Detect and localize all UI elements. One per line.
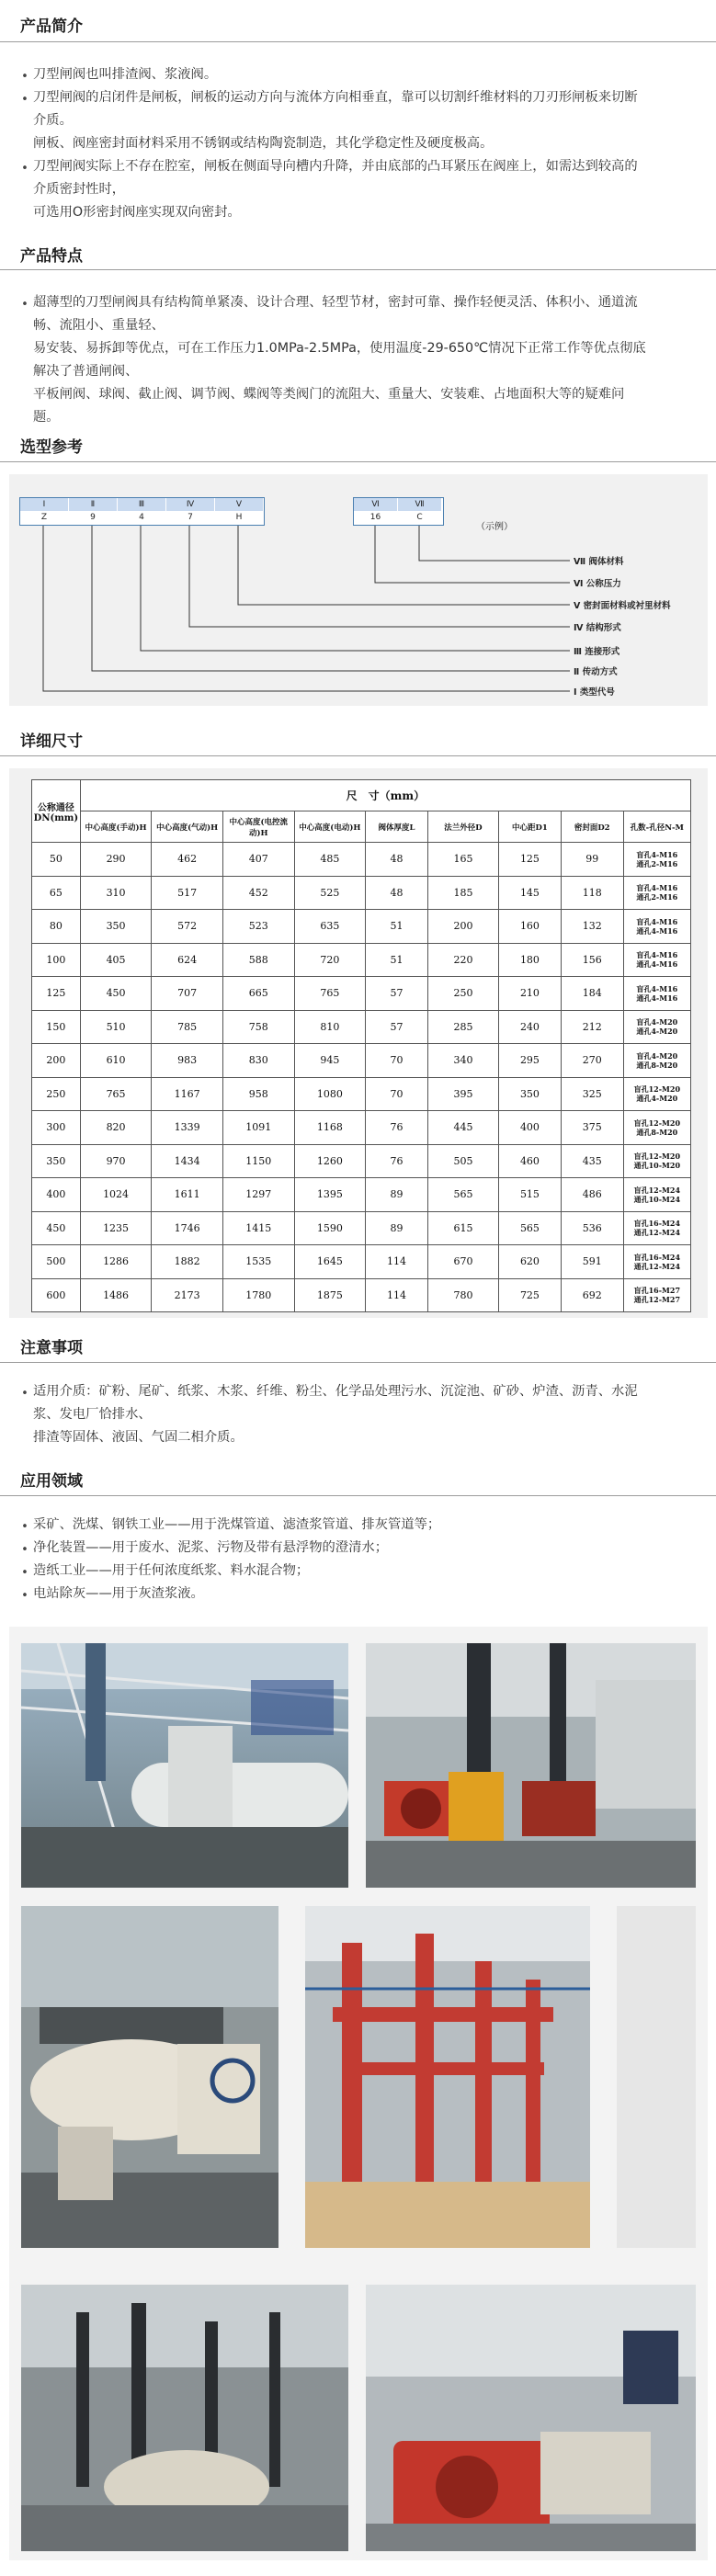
table-cell: 132	[561, 910, 623, 944]
table-cell: 810	[294, 1010, 366, 1044]
table-cell: 2173	[152, 1278, 223, 1312]
table-cell: 1091	[222, 1111, 294, 1145]
table-cell: 400	[32, 1178, 81, 1212]
table-cell: 485	[294, 843, 366, 877]
applications-bullet-dot: •	[21, 1520, 28, 1534]
applications-bullet-dot: •	[21, 1543, 28, 1557]
notes-text-line: 浆、发电厂恰排水、	[33, 1407, 152, 1422]
photo-red-motor-pump-image	[366, 2285, 696, 2551]
hole-through: 通孔12-M24	[633, 1261, 681, 1271]
hole-blind: 盲孔4-M16	[636, 883, 678, 893]
legend-item: Ⅰ 类型代号	[574, 687, 615, 698]
table-row	[32, 1211, 691, 1245]
table-cell: 670	[427, 1245, 498, 1279]
hole-cell	[623, 1211, 690, 1245]
notes-bullet-dot: •	[21, 1387, 28, 1401]
table-cell: 185	[427, 876, 498, 910]
table-cell: 70	[366, 1044, 428, 1078]
table-row	[32, 977, 691, 1011]
table-cell: 1434	[152, 1144, 223, 1178]
notes-text-line: 排渣等固体、液固、气固二相介质。	[33, 1430, 244, 1445]
table-cell: 89	[366, 1178, 428, 1212]
table-cell: 624	[152, 943, 223, 977]
table-row	[32, 1278, 691, 1312]
table-cell: 525	[294, 876, 366, 910]
table-cell: 395	[427, 1077, 498, 1111]
photo-motor-pipes	[21, 2285, 348, 2551]
code-header-cell: Ⅳ	[166, 498, 214, 511]
intro-text-line: 刀型闸阀的启闭件是闸板，闸板的运动方向与流体方向相垂直，靠可以切割纤维材料的刀刃形闸板来切断	[33, 90, 638, 105]
hole-cell	[623, 1044, 690, 1078]
features-text-line: 题。	[33, 410, 60, 425]
intro-bullet-dot: •	[21, 70, 28, 84]
intro-text-line: 可选用O形密封阀座实现双向密封。	[33, 205, 241, 220]
table-cell: 184	[561, 977, 623, 1011]
hole-through: 通孔4-M16	[636, 993, 678, 1003]
hole-blind: 盲孔12-M20	[633, 1084, 681, 1095]
table-cell: 588	[222, 943, 294, 977]
table-cell: 565	[499, 1211, 562, 1245]
table-cell: 99	[561, 843, 623, 877]
size-rows	[32, 843, 691, 1312]
code-header-cell: Ⅱ	[69, 498, 117, 511]
applications-text-line: 采矿、洗煤、钢铁工业——用于洗煤管道、滤渣浆管道、排灰管道等；	[33, 1517, 441, 1532]
table-cell: 610	[80, 1044, 152, 1078]
header-dn	[32, 780, 81, 843]
applications-text-line: 电站除灰——用于灰渣浆液。	[33, 1586, 204, 1601]
table-cell: 780	[427, 1278, 498, 1312]
intro-text-line: 刀型闸阀也叫排渣阀、浆液阀。	[33, 67, 218, 82]
notes-title: 注意事项	[20, 1339, 83, 1357]
table-cell: 945	[294, 1044, 366, 1078]
hole-cell	[623, 1144, 690, 1178]
hole-through: 通孔8-M20	[636, 1127, 678, 1137]
table-cell: 1168	[294, 1111, 366, 1145]
applications-text-line: 净化装置——用于废水、泥浆、污物及带有悬浮物的澄清水；	[33, 1540, 389, 1555]
table-cell: 515	[499, 1178, 562, 1212]
table-row	[32, 1245, 691, 1279]
table-cell: 1486	[80, 1278, 152, 1312]
table-cell: 1339	[152, 1111, 223, 1145]
column-header: 法兰外径D	[427, 811, 498, 843]
table-cell: 300	[32, 1111, 81, 1145]
photo-red-motor-pump	[366, 2285, 696, 2551]
table-cell: 565	[427, 1178, 498, 1212]
code-header-cell: Ⅰ	[20, 498, 68, 511]
table-cell: 125	[499, 843, 562, 877]
table-cell: 692	[561, 1278, 623, 1312]
selection-panel	[9, 474, 708, 706]
header-dn-label: 公称通径	[37, 802, 74, 813]
table-cell: 765	[294, 977, 366, 1011]
table-cell: 720	[294, 943, 366, 977]
legend-item: Ⅲ 连接形式	[574, 647, 620, 657]
column-header: 阀体厚度L	[366, 811, 428, 843]
table-cell: 830	[222, 1044, 294, 1078]
code-header-cell: Ⅶ	[398, 498, 441, 511]
table-cell: 114	[366, 1278, 428, 1312]
table-row	[32, 943, 691, 977]
hole-blind: 盲孔12-M20	[633, 1118, 681, 1128]
hole-blind: 盲孔12-M20	[633, 1152, 681, 1162]
photo-red-pipes-hall	[305, 1906, 590, 2248]
table-cell: 1645	[294, 1245, 366, 1279]
table-row	[32, 843, 691, 877]
table-cell: 450	[80, 977, 152, 1011]
notes-divider	[0, 1362, 716, 1363]
table-cell: 80	[32, 910, 81, 944]
table-cell: 435	[561, 1144, 623, 1178]
table-cell: 340	[427, 1044, 498, 1078]
column-headers	[32, 811, 691, 843]
table-cell: 65	[32, 876, 81, 910]
hole-blind: 盲孔16-M27	[633, 1286, 681, 1296]
hole-cell	[623, 876, 690, 910]
table-cell: 500	[32, 1245, 81, 1279]
column-header: 中心高度(电控流动)H	[222, 811, 294, 843]
table-cell: 450	[32, 1211, 81, 1245]
table-row	[32, 1044, 691, 1078]
hole-through: 通孔2-M16	[636, 858, 678, 868]
legend-item: Ⅳ 结构形式	[574, 623, 621, 633]
table-cell: 240	[499, 1010, 562, 1044]
table-cell: 407	[222, 843, 294, 877]
hole-through: 通孔4-M16	[636, 959, 678, 970]
hole-through: 通孔10-M24	[633, 1194, 681, 1204]
table-cell: 150	[32, 1010, 81, 1044]
table-cell: 1535	[222, 1245, 294, 1279]
table-cell: 1780	[222, 1278, 294, 1312]
hole-through: 通孔4-M16	[636, 925, 678, 936]
table-cell: 620	[499, 1245, 562, 1279]
table-cell: 48	[366, 876, 428, 910]
table-cell: 983	[152, 1044, 223, 1078]
features-text-line: 解决了普通闸阀、	[33, 364, 139, 379]
code-value-cell: 7	[188, 513, 193, 522]
photo-white-pipe-machine	[21, 1906, 278, 2248]
table-row	[32, 1077, 691, 1111]
table-cell: 57	[366, 977, 428, 1011]
applications-bullet-dot: •	[21, 1566, 28, 1580]
table-cell: 1286	[80, 1245, 152, 1279]
example-label: （示例）	[476, 522, 513, 532]
table-cell: 1297	[222, 1178, 294, 1212]
features-text-line: 平板闸阀、球阀、截止阀、调节阀、蝶阀等类阀门的流阻大、重量大、安装难、占地面积大等的疑难问	[33, 387, 625, 402]
hole-blind: 盲孔4-M16	[636, 983, 678, 993]
table-cell: 517	[152, 876, 223, 910]
table-cell: 1875	[294, 1278, 366, 1312]
hole-cell	[623, 843, 690, 877]
table-cell: 57	[366, 1010, 428, 1044]
table-cell: 1415	[222, 1211, 294, 1245]
column-header: 中心高度(电动)H	[294, 811, 366, 843]
features-text-line: 超薄型的刀型闸阀具有结构简单紧凑、设计合理、轻型节材，密封可靠、操作轻便灵活、体积小、通道流	[33, 295, 638, 310]
table-cell: 220	[427, 943, 498, 977]
photo-plant-white-pipes	[21, 1643, 348, 1888]
column-header: 中心高度(手动)H	[80, 811, 152, 843]
table-cell: 350	[499, 1077, 562, 1111]
photo-motor-pipes-image	[21, 2285, 348, 2551]
table-cell: 1590	[294, 1211, 366, 1245]
photo-white-pipe-machine-image	[21, 1906, 278, 2248]
photo-plant-white-pipes-image	[21, 1643, 348, 1888]
table-cell: 156	[561, 943, 623, 977]
table-row	[32, 910, 691, 944]
hole-blind: 盲孔4-M16	[636, 950, 678, 960]
table-cell: 400	[499, 1111, 562, 1145]
table-cell: 572	[152, 910, 223, 944]
table-cell: 405	[80, 943, 152, 977]
table-cell: 1235	[80, 1211, 152, 1245]
legend-item: Ⅱ 传动方式	[574, 667, 618, 677]
table-cell: 758	[222, 1010, 294, 1044]
code-box-right	[353, 497, 444, 526]
photo-grey-placeholder	[617, 1906, 696, 2248]
table-cell: 114	[366, 1245, 428, 1279]
table-cell: 635	[294, 910, 366, 944]
table-cell: 725	[499, 1278, 562, 1312]
code-header-cell: Ⅴ	[215, 498, 263, 511]
table-cell: 125	[32, 977, 81, 1011]
intro-bullet-dot: •	[21, 162, 28, 176]
hole-cell	[623, 1278, 690, 1312]
table-cell: 1746	[152, 1211, 223, 1245]
table-cell: 118	[561, 876, 623, 910]
code-box-left	[19, 497, 265, 526]
table-cell: 50	[32, 843, 81, 877]
table-cell: 1080	[294, 1077, 366, 1111]
legend-item: Ⅶ 阀体材料	[574, 557, 624, 567]
photo-red-pipes-hall-image	[305, 1906, 590, 2248]
selection-divider	[0, 461, 716, 462]
table-cell: 1260	[294, 1144, 366, 1178]
column-header: 密封面D2	[561, 811, 623, 843]
table-cell: 460	[499, 1144, 562, 1178]
table-cell: 200	[32, 1044, 81, 1078]
hole-cell	[623, 977, 690, 1011]
hole-blind: 盲孔4-M16	[636, 849, 678, 859]
table-cell: 820	[80, 1111, 152, 1145]
legend-item: Ⅵ 公称压力	[574, 579, 621, 589]
applications-bullet-dot: •	[21, 1589, 28, 1603]
table-cell: 310	[80, 876, 152, 910]
column-header: 中心高度(气动)H	[152, 811, 223, 843]
table-cell: 200	[427, 910, 498, 944]
table-cell: 785	[152, 1010, 223, 1044]
hole-cell	[623, 1077, 690, 1111]
intro-divider	[0, 41, 716, 42]
table-cell: 48	[366, 843, 428, 877]
code-value-cell: 4	[139, 513, 144, 522]
dimensions-divider	[0, 755, 716, 756]
table-cell: 591	[561, 1245, 623, 1279]
table-cell: 505	[427, 1144, 498, 1178]
hole-through: 通孔12-M24	[633, 1228, 681, 1238]
table-cell: 523	[222, 910, 294, 944]
table-cell: 145	[499, 876, 562, 910]
table-row	[32, 876, 691, 910]
hole-blind: 盲孔4-M20	[636, 1050, 678, 1061]
applications-divider	[0, 1495, 716, 1496]
code-value-cell: 16	[369, 513, 381, 522]
code-header-cell: Ⅵ	[354, 498, 397, 511]
hole-blind: 盲孔4-M16	[636, 916, 678, 926]
intro-title: 产品简介	[20, 17, 83, 36]
table-cell: 350	[32, 1144, 81, 1178]
features-text-line: 畅、流阻小、重量轻、	[33, 318, 165, 333]
table-row	[32, 1111, 691, 1145]
intro-text-line: 刀型闸阀实际上不存在腔室，闸板在侧面导向槽内升降，并由底部的凸耳紧压在阀座上，如需达到较高的	[33, 159, 638, 174]
legend-item: Ⅴ 密封面材料或衬里材料	[574, 601, 671, 611]
hole-cell	[623, 910, 690, 944]
hole-blind: 盲孔16-M24	[633, 1252, 681, 1262]
table-cell: 270	[561, 1044, 623, 1078]
code-header-cell: Ⅲ	[118, 498, 165, 511]
table-row	[32, 1144, 691, 1178]
table-row	[32, 1010, 691, 1044]
header-size: 尺 寸（mm）	[80, 780, 690, 811]
table-cell: 452	[222, 876, 294, 910]
hole-cell	[623, 1010, 690, 1044]
hole-blind: 盲孔12-M24	[633, 1185, 681, 1195]
table-cell: 445	[427, 1111, 498, 1145]
hole-through: 通孔2-M16	[636, 892, 678, 902]
column-header: 中心距D1	[499, 811, 562, 843]
hole-cell	[623, 1111, 690, 1145]
table-cell: 536	[561, 1211, 623, 1245]
table-cell: 51	[366, 910, 428, 944]
hole-cell	[623, 943, 690, 977]
table-cell: 486	[561, 1178, 623, 1212]
features-title: 产品特点	[20, 247, 83, 266]
intro-text-line: 闸板、阀座密封面材料采用不锈钢或结构陶瓷制造，其化学稳定性及硬度极高。	[33, 136, 494, 151]
hole-cell	[623, 1245, 690, 1279]
table-cell: 600	[32, 1278, 81, 1312]
table-cell: 1882	[152, 1245, 223, 1279]
selection-title: 选型参考	[20, 438, 83, 457]
table-cell: 250	[427, 977, 498, 1011]
table-cell: 76	[366, 1111, 428, 1145]
hole-blind: 盲孔4-M20	[636, 1017, 678, 1027]
table-cell: 76	[366, 1144, 428, 1178]
table-cell: 212	[561, 1010, 623, 1044]
table-cell: 1167	[152, 1077, 223, 1111]
table-cell: 70	[366, 1077, 428, 1111]
column-header: 孔数-孔径N-M	[623, 811, 690, 843]
features-divider	[0, 269, 716, 270]
size-table	[31, 779, 691, 1312]
applications-title: 应用领域	[20, 1472, 83, 1491]
table-cell: 765	[80, 1077, 152, 1111]
photo-pumps-red	[366, 1643, 696, 1888]
table-cell: 350	[80, 910, 152, 944]
table-cell: 210	[499, 977, 562, 1011]
table-cell: 1611	[152, 1178, 223, 1212]
header-dn-unit: DN(mm)	[33, 812, 79, 823]
table-cell: 1150	[222, 1144, 294, 1178]
table-cell: 165	[427, 843, 498, 877]
hole-through: 通孔12-M27	[633, 1295, 681, 1305]
hole-through: 通孔4-M20	[636, 1094, 678, 1104]
intro-bullet-dot: •	[21, 93, 28, 107]
features-bullet-dot: •	[21, 298, 28, 312]
intro-text-line: 介质。	[33, 113, 73, 128]
table-cell: 970	[80, 1144, 152, 1178]
table-cell: 295	[499, 1044, 562, 1078]
code-value-cell: 9	[90, 513, 96, 522]
table-cell: 89	[366, 1211, 428, 1245]
table-cell: 707	[152, 977, 223, 1011]
table-cell: 1395	[294, 1178, 366, 1212]
hole-through: 通孔10-M20	[633, 1161, 681, 1171]
table-cell: 510	[80, 1010, 152, 1044]
table-cell: 958	[222, 1077, 294, 1111]
table-cell: 180	[499, 943, 562, 977]
table-cell: 285	[427, 1010, 498, 1044]
table-row	[32, 1178, 691, 1212]
notes-text-line: 适用介质：矿粉、尾矿、纸浆、木浆、纤维、粉尘、化学品处理污水、沉淀池、矿砂、炉渣、沥青、水泥	[33, 1384, 638, 1399]
features-text-line: 易安装、易拆卸等优点，可在工作压力1.0MPa-2.5MPa，使用温度-29-650℃情况下正常工作等优点彻底	[33, 341, 646, 356]
dimensions-title: 详细尺寸	[20, 732, 83, 751]
table-cell: 100	[32, 943, 81, 977]
intro-text-line: 介质密封性时，	[33, 182, 126, 197]
table-cell: 462	[152, 843, 223, 877]
table-cell: 325	[561, 1077, 623, 1111]
table-cell: 160	[499, 910, 562, 944]
applications-text-line: 造纸工业——用于任何浓度纸浆、料水混合物；	[33, 1563, 310, 1578]
table-cell: 51	[366, 943, 428, 977]
hole-cell	[623, 1178, 690, 1212]
table-cell: 250	[32, 1077, 81, 1111]
code-value-cell: Z	[40, 513, 48, 522]
photo-pumps-red-image	[366, 1643, 696, 1888]
hole-through: 通孔8-M20	[636, 1060, 678, 1070]
table-cell: 1024	[80, 1178, 152, 1212]
hole-through: 通孔4-M20	[636, 1027, 678, 1037]
code-value-cell: C	[416, 513, 423, 522]
code-value-cell: H	[235, 513, 243, 522]
table-cell: 615	[427, 1211, 498, 1245]
hole-blind: 盲孔16-M24	[633, 1219, 681, 1229]
table-cell: 375	[561, 1111, 623, 1145]
table-cell: 290	[80, 843, 152, 877]
table-cell: 665	[222, 977, 294, 1011]
